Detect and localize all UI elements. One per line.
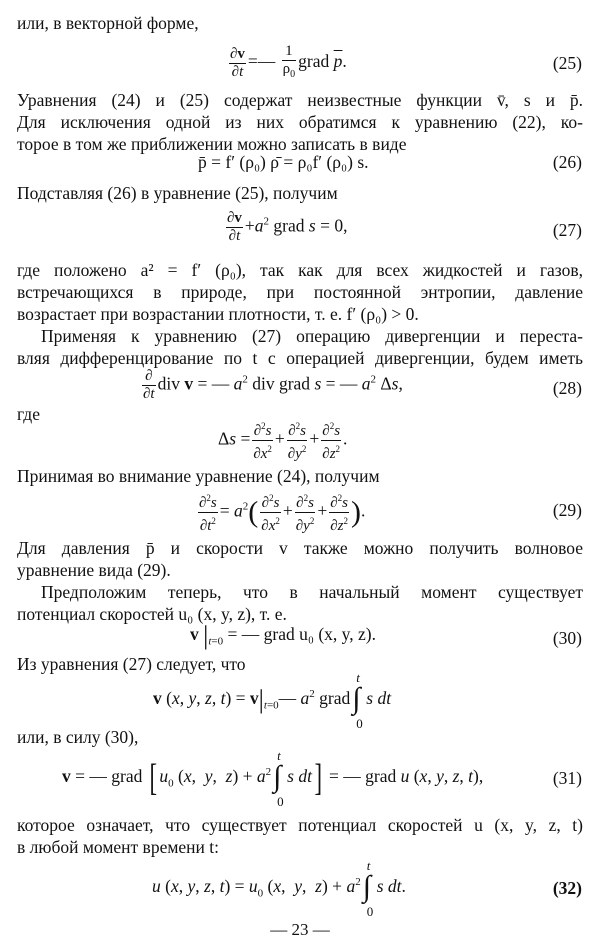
text-line: или, в силу (30), xyxy=(17,727,139,747)
equation-30: v $|_{t=0}$ = — grad u₀ (x, y, z). (30) xyxy=(190,620,582,650)
text-line: возрастает при возрастании плотности, т. е. f′ (ρ₀) > 0. xyxy=(17,304,419,324)
text-line: которое означает, что существует потенциал скоростей u (x, y, z, t) xyxy=(17,815,583,835)
equation-number: (26) xyxy=(552,152,582,172)
equation-number: (28) xyxy=(552,378,582,398)
velocity-equation: v (x, y, z, $t) = v|_{t=0}—$ $a^2$ grad t ∫ 0 s dt xyxy=(153,670,392,731)
equation-number: (29) xyxy=(552,500,582,520)
text-line: в любой момент времени t: xyxy=(17,837,220,857)
laplacian-definition: Δs = $\frac{\partial^2s}{\partial x^2}$ + $\frac{\partial^2s}{\partial y^2}$ + $\frac{\partial^2s}{\partial z^2}$ . xyxy=(0,418,600,458)
text-line: Принимая во внимание уравнение (24), получим xyxy=(17,466,380,486)
page-number: — 23 — xyxy=(270,920,330,939)
text-line: торое в том же приближении можно записать в виде xyxy=(17,134,407,154)
text-line: Из уравнения (27) следует, что xyxy=(17,654,246,674)
text-line: потенциал скоростей u₀ (x, y, z), т. е. xyxy=(17,604,287,624)
equation-number: (27) xyxy=(552,220,582,240)
equation-number: (31) xyxy=(552,768,582,788)
equation-body: p̄ = f′ (ρ₀) ρ̄ = ρ₀f′ (ρ₀) s. xyxy=(198,152,369,172)
equation-25: $\frac{\partial v}{\partial t}$ =— $\frac{1}{\rho_0}$ grad $\overline{p}$. (25) xyxy=(230,43,582,80)
text-line: Для исключения одной из них обратимся к уравнению (22), ко- xyxy=(17,112,583,132)
text-line: уравнение вида (29). xyxy=(17,560,171,580)
equation-number: (30) xyxy=(552,628,582,648)
equation-number: (25) xyxy=(552,53,582,73)
equation-number: (32) xyxy=(552,878,582,898)
text-line: где положено a² = f′ (ρ₀), так как для всех жидкостей и газов, xyxy=(17,260,583,280)
equation-28: $\frac{\partial}{\partial t}$ div v = — $a^2$ div grad s = — $a^2$ Δs, (28) xyxy=(143,368,582,402)
text-line: вляя дифференцирование по t с операцией дивергенции, будем иметь xyxy=(17,348,583,368)
text-line: где xyxy=(17,404,40,424)
equation-29: $\frac{\partial^2s}{\partial t^2}$ = $a^2$( $\frac{\partial^2s}{\partial x^2}$ + $\frac{\partial^2s}{\partial y^2}$ + $\frac{\partial^2s}{\partial z^2}$ ). (29) xyxy=(0,490,600,530)
equation-27: $\frac{\partial v}{\partial t}$ $+a^2$ grad s = 0, (27) xyxy=(227,210,582,244)
text-line: Подставляя (26) в уравнение (25), получим xyxy=(17,183,338,203)
text-line: встречающихся в природе, при постоянной энтропии, давление xyxy=(17,282,583,302)
equation-31: v = — grad [ $u_0$ (x, y, $z) + a^2$ t ∫ 0 s dt] = — grad u (x, y, z, t), (31) xyxy=(62,748,582,809)
equation-32: u (x, y, z, $t) = u_0$ (x, y, $z) + a^2$ t ∫ 0 s dt. (32) xyxy=(152,858,582,919)
text-line: Предположим теперь, что в начальный момент существует xyxy=(41,582,583,602)
text-line: Уравнения (24) и (25) содержат неизвестные функции v̄, s и p̄. xyxy=(17,90,583,110)
text-line: Применяя к уравнению (27) операцию дивергенции и переста- xyxy=(41,326,583,346)
equation-body: grad u₀ (x, y, z). xyxy=(263,624,376,644)
text-line: Для давления p̄ и скорости v также можно получить волновое xyxy=(17,538,583,558)
text-line: или, в векторной форме, xyxy=(17,13,199,33)
